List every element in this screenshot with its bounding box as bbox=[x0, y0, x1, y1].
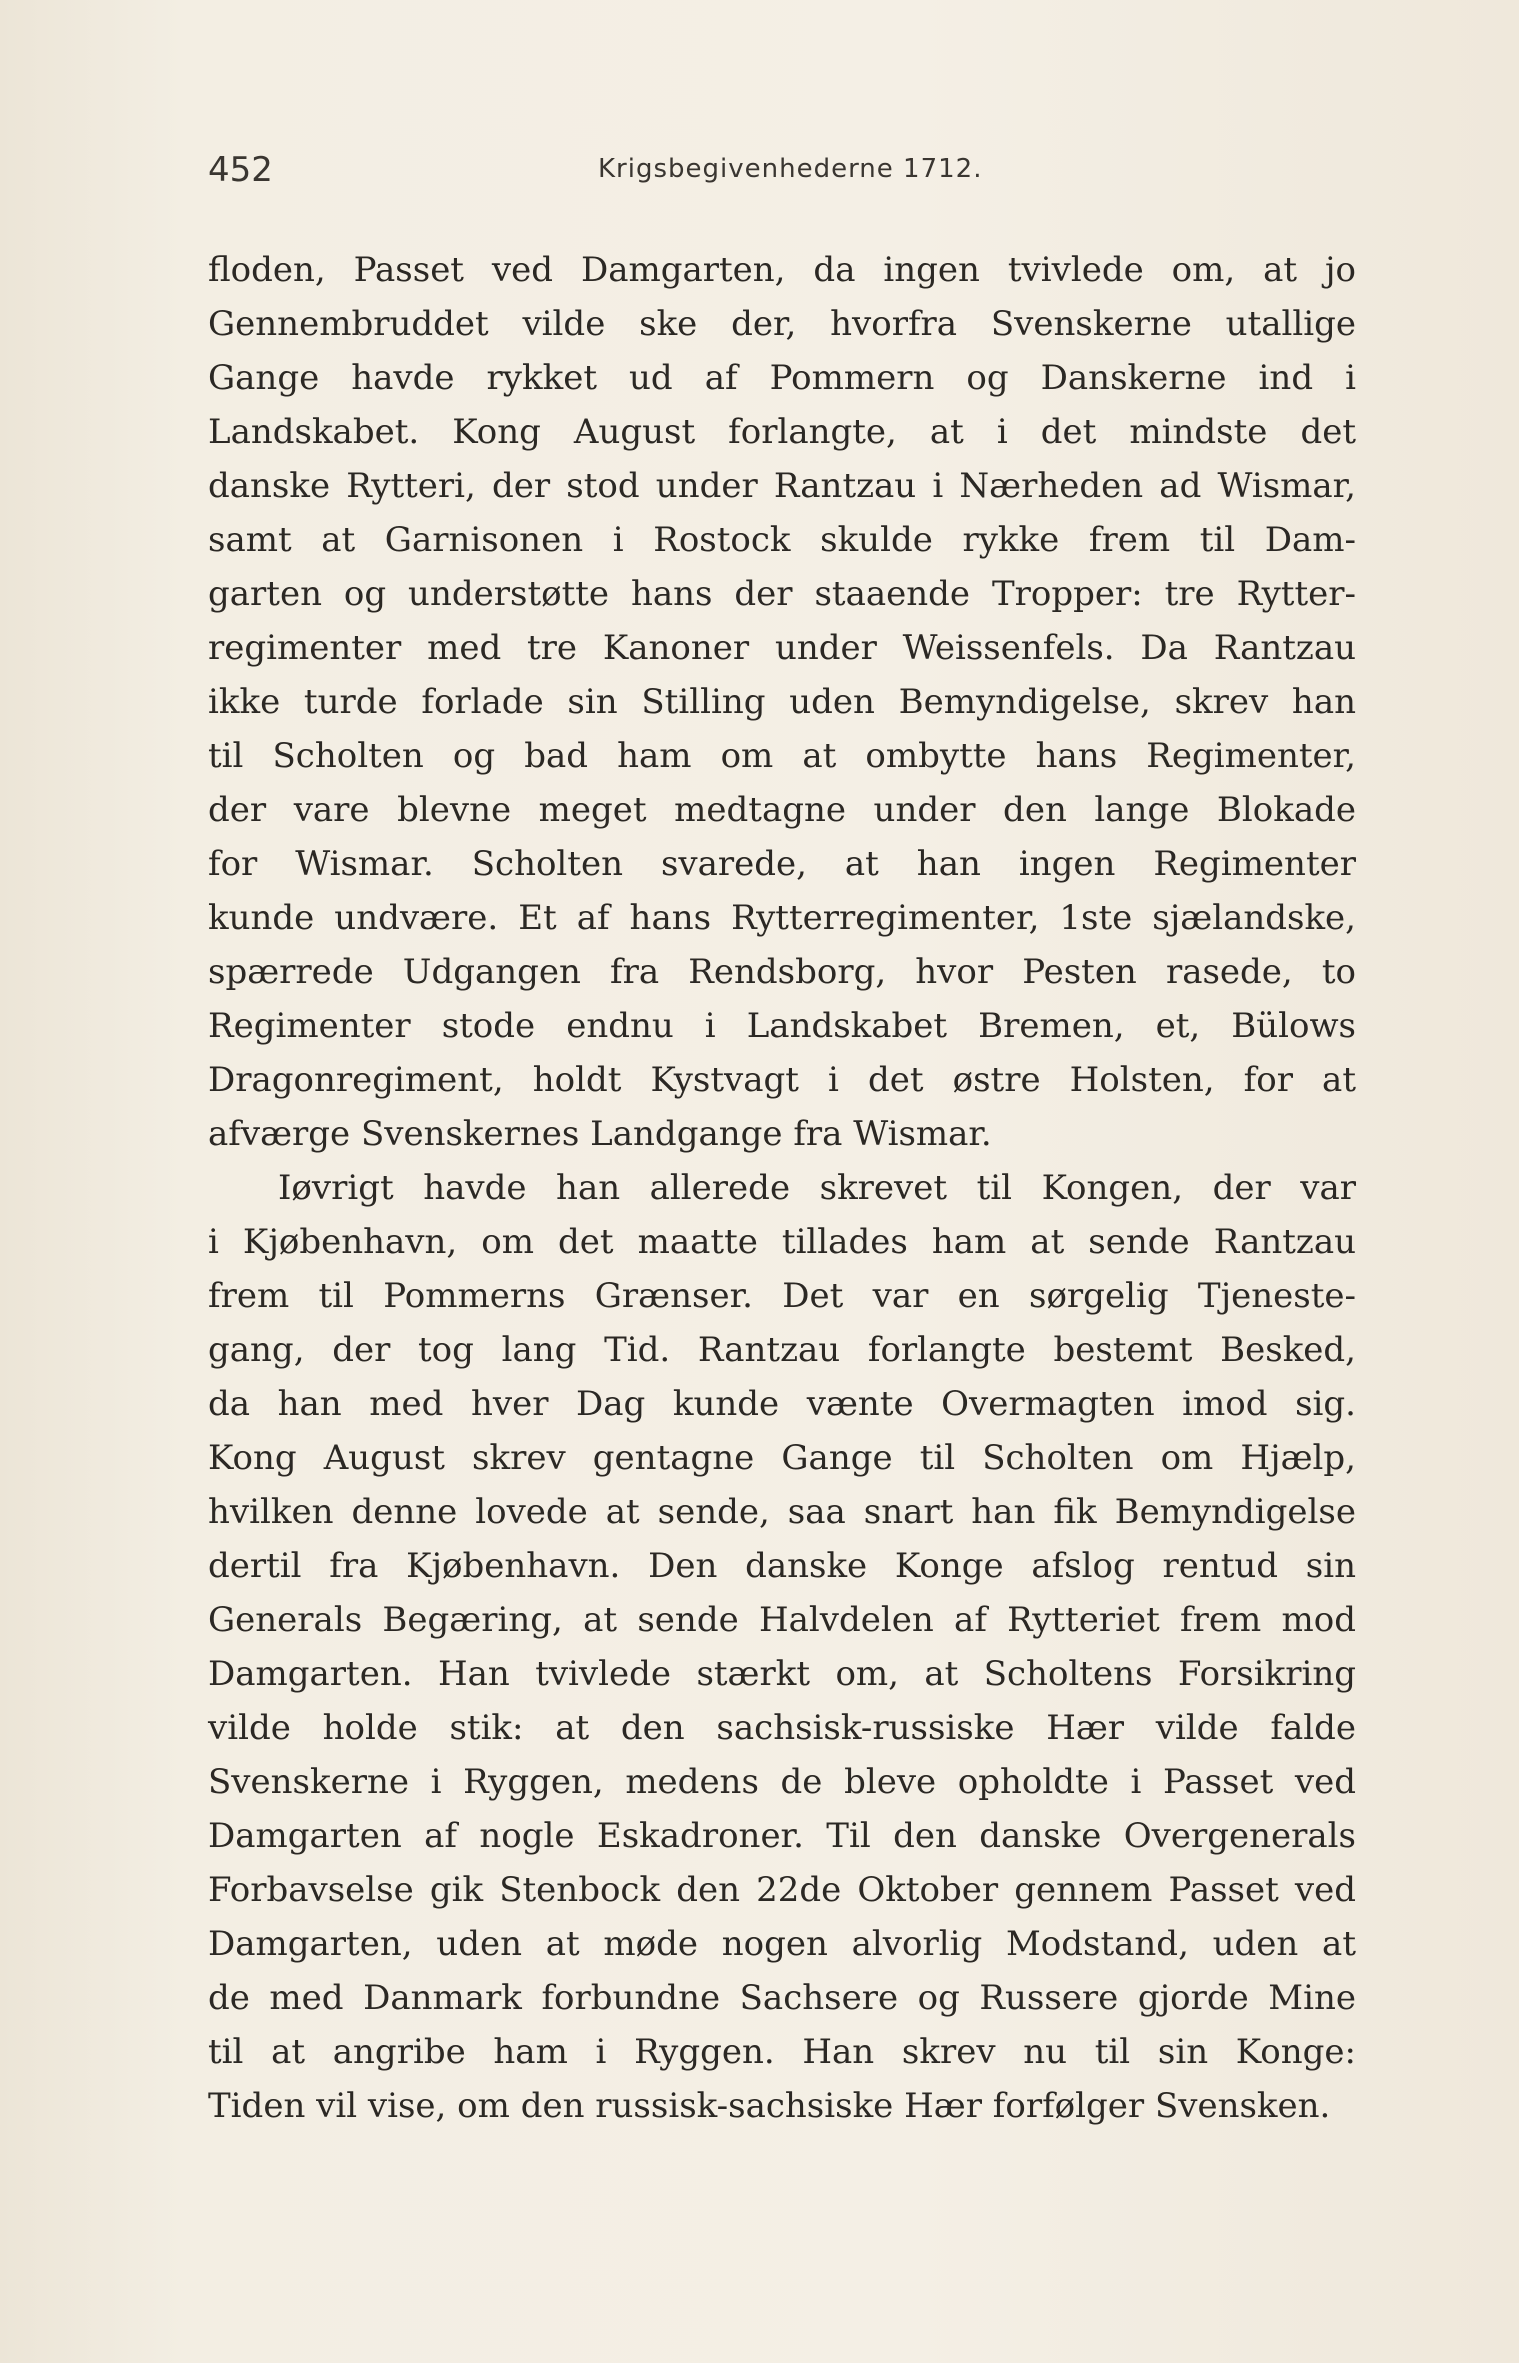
text-line: Gennembruddet vilde ske der, hvorfra Svenskerne utallige bbox=[208, 304, 1356, 344]
paragraph bbox=[208, 243, 1356, 1161]
text-line: Damgarten, uden at møde nogen alvorlig Modstand, uden at bbox=[208, 1924, 1356, 1964]
text-line: Svenskerne i Ryggen, medens de bleve opholdte i Passet ved bbox=[208, 1762, 1356, 1802]
text-line: for Wismar. Scholten svarede, at han ingen Regimenter bbox=[208, 844, 1356, 884]
text-line: til at angribe ham i Ryggen. Han skrev nu til sin Konge: bbox=[208, 2032, 1356, 2072]
text-line: floden, Passet ved Damgarten, da ingen tvivlede om, at jo bbox=[208, 250, 1356, 290]
text-line: dertil fra Kjøbenhavn. Den danske Konge afslog rentud sin bbox=[208, 1546, 1356, 1586]
text-line: Kong August skrev gentagne Gange til Scholten om Hjælp, bbox=[208, 1438, 1356, 1478]
text-line: Gange havde rykket ud af Pommern og Danskerne ind i bbox=[208, 358, 1356, 398]
body-text bbox=[208, 243, 1356, 2133]
text-line: Landskabet. Kong August forlangte, at i det mindste det bbox=[208, 412, 1356, 452]
text-line: Damgarten. Han tvivlede stærkt om, at Scholtens Forsikring bbox=[208, 1654, 1356, 1694]
running-head bbox=[208, 150, 1358, 200]
text-line: Dragonregiment, holdt Kystvagt i det østre Holsten, for at bbox=[208, 1060, 1356, 1100]
text-line: til Scholten og bad ham om at ombytte hans Regimenter, bbox=[208, 736, 1356, 776]
text-line: danske Rytteri, der stod under Rantzau i Nærheden ad Wismar, bbox=[208, 466, 1356, 506]
text-line: frem til Pommerns Grænser. Det var en sørgelig Tjeneste- bbox=[208, 1276, 1356, 1316]
text-line: hvilken denne lovede at sende, saa snart han fik Bemyndigelse bbox=[208, 1492, 1356, 1532]
text-line: kunde undvære. Et af hans Rytterregimenter, 1ste sjælandske, bbox=[208, 898, 1356, 938]
text-line: vilde holde stik: at den sachsisk-russiske Hær vilde falde bbox=[208, 1708, 1356, 1748]
text-line: ikke turde forlade sin Stilling uden Bemyndigelse, skrev han bbox=[208, 682, 1356, 722]
text-line: spærrede Udgangen fra Rendsborg, hvor Pesten rasede, to bbox=[208, 952, 1356, 992]
text-line: garten og understøtte hans der staaende Tropper: tre Rytter- bbox=[208, 574, 1356, 614]
paragraph bbox=[208, 1161, 1356, 2133]
text-line: Generals Begæring, at sende Halvdelen af Rytteriet frem mod bbox=[208, 1600, 1356, 1640]
text-line: Forbavselse gik Stenbock den 22de Oktober gennem Passet ved bbox=[208, 1870, 1356, 1910]
text-line: samt at Garnisonen i Rostock skulde rykke frem til Dam- bbox=[208, 520, 1356, 560]
text-line: Damgarten af nogle Eskadroner. Til den danske Overgenerals bbox=[208, 1816, 1356, 1856]
text-line: afværge Svenskernes Landgange fra Wismar. bbox=[208, 1114, 992, 1154]
text-line: Iøvrigt havde han allerede skrevet til Kongen, der var bbox=[278, 1168, 1356, 1208]
text-line: regimenter med tre Kanoner under Weissenfels. Da Rantzau bbox=[208, 628, 1356, 668]
text-line: gang, der tog lang Tid. Rantzau forlangte bestemt Besked, bbox=[208, 1330, 1356, 1370]
text-line: de med Danmark forbundne Sachsere og Russere gjorde Mine bbox=[208, 1978, 1356, 2018]
running-title: Krigsbegivenhederne 1712. bbox=[598, 154, 983, 184]
text-line: Tiden vil vise, om den russisk-sachsiske Hær forfølger Svensken. bbox=[208, 2086, 1331, 2126]
text-line: Regimenter stode endnu i Landskabet Bremen, et, Bülows bbox=[208, 1006, 1356, 1046]
text-line: i Kjøbenhavn, om det maatte tillades ham at sende Rantzau bbox=[208, 1222, 1356, 1262]
text-line: da han med hver Dag kunde vænte Overmagten imod sig. bbox=[208, 1384, 1356, 1424]
page-number: 452 bbox=[208, 150, 273, 190]
text-line: der vare blevne meget medtagne under den lange Blokade bbox=[208, 790, 1356, 830]
